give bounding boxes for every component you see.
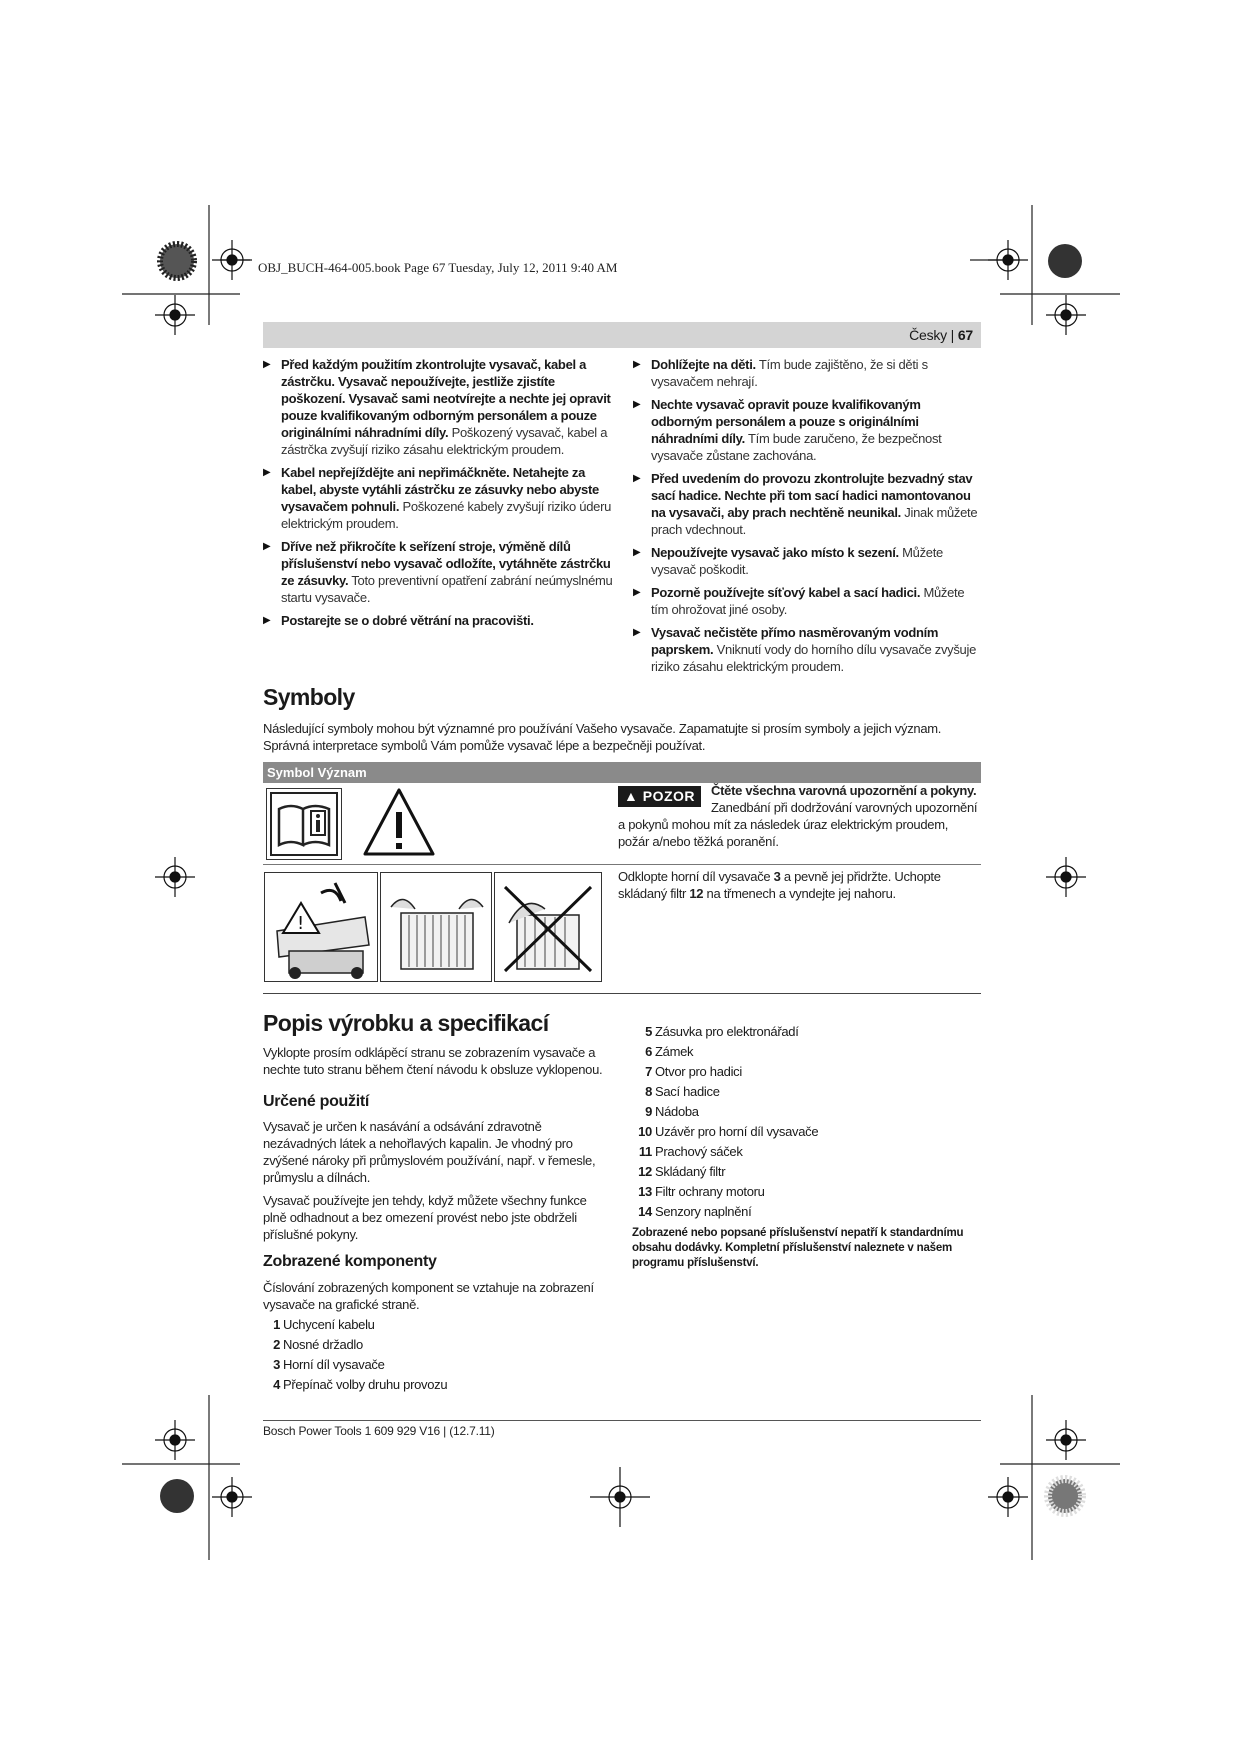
file-meta: OBJ_BUCH-464-005.book Page 67 Tuesday, July 12, 2011 9:40 AM — [258, 260, 618, 275]
accessories-note: Zobrazené nebo popsané příslušenství nepatří k standardnímu obsahu dodávky. Kompletní příslušenství naleznete v našem programu příslušenství. — [632, 1227, 964, 1269]
bullet-triangle-icon: ▶ — [263, 541, 271, 552]
components-intro: Číslování zobrazených komponent se vztahuje na zobrazení vysavače na grafické straně. — [263, 1280, 594, 1312]
bullet-triangle-icon: ▶ — [633, 359, 641, 370]
list-item: 9 Nádoba — [645, 1104, 699, 1119]
list-item: ▶ Před uvedením do provozu zkontrolujte bezvadný stav sací hadice. Nechte při tom sací hadici namontovanou na vysavači, aby prach nechtěně neunikal. Jinak můžete prach vdechnout. — [633, 471, 978, 537]
list-item: 5 Zásuvka pro elektronářadí — [645, 1024, 799, 1039]
page-header — [263, 322, 981, 348]
header-language: Česky | 67 — [909, 327, 973, 343]
product-heading: Popis výrobku a specifikací — [263, 1010, 549, 1036]
list-item: 4 Přepínač volby druhu provozu — [273, 1377, 448, 1392]
svg-text:!: ! — [297, 913, 305, 934]
list-item: ▶ Vysavač nečistěte přímo nasměrovaným vodním paprskem. Vniknutí vody do horního dílu vysavače zvyšuje riziko zásahu elektrickým proudem. — [633, 625, 977, 674]
symbols-intro: Následující symboly mohou být významné pro používání Vašeho vysavače. Zapamatujte si prosím symboly a jejich význam. Správná interpretace symbolů Vám pomůže vysavač lépe a bezpečněji používat. — [263, 721, 942, 753]
list-item: 1 Uchycení kabelu — [273, 1317, 375, 1332]
table-divider — [263, 864, 981, 865]
list-item: 3 Horní díl vysavače — [273, 1357, 385, 1372]
footer-text: Bosch Power Tools 1 609 929 V16 | (12.7.11) — [263, 1424, 495, 1438]
bullet-triangle-icon: ▶ — [633, 473, 641, 484]
do-not-tap-filter-illustration — [494, 872, 602, 982]
components-list-left — [268, 1315, 608, 1395]
warning-triangle-icon — [360, 784, 438, 860]
pozor-warning-badge: ▲ POZOR — [618, 786, 701, 807]
use-paragraph-1: Vysavač je určen k nasávání a odsávání zdravotně nezávadných látek a nehořlavých kapalin. Je vhodný pro zvýšené nároky při průmyslovém používání, např. v řemesle, průmyslu a dílnách. — [263, 1119, 596, 1185]
bullet-triangle-icon: ▶ — [263, 359, 271, 370]
list-item: ▶ Nepoužívejte vysavač jako místo k sezení. Můžete vysavač poškodit. — [633, 545, 943, 577]
list-item: 7 Otvor pro hadici — [645, 1064, 742, 1079]
row1-meaning: ▲ POZOR Čtěte všechna varovná upozornění a pokyny. Zanedbání při dodržování varovných upozornění a pokynů mohou mít za následek úraz elektrickým proudem, požár a/nebo těžká poranění. — [618, 783, 978, 849]
symbols-heading: Symboly — [263, 684, 355, 710]
components-heading: Zobrazené komponenty — [263, 1253, 437, 1270]
bullet-triangle-icon: ▶ — [263, 467, 271, 478]
page-number: 67 — [957, 327, 973, 343]
row2-meaning: Odklopte horní díl vysavače 3 a pevně jej přidržte. Uchopte skládaný filtr 12 na třmenech a vyndejte jej nahoru. — [618, 869, 941, 901]
bullet-triangle-icon: ▶ — [633, 399, 641, 410]
bullet-triangle-icon: ▶ — [633, 587, 641, 598]
symbols-table-header: Symbol Význam — [263, 762, 981, 783]
list-item: ▶ Nechte vysavač opravit pouze kvalifikovaným odborným personálem a pouze s originálními náhradními díly. Tím bude zaručeno, že bezpečnost vysavače zůstane zachována. — [633, 397, 942, 463]
list-item: ▶ Postarejte se o dobré větrání na pracovišti. — [263, 613, 534, 628]
list-item: 14 Senzory naplnění — [638, 1204, 752, 1219]
list-item: 12 Skládaný filtr — [638, 1164, 726, 1179]
list-item: 6 Zámek — [645, 1044, 694, 1059]
right-safety-list — [633, 356, 983, 681]
left-safety-list — [263, 356, 613, 635]
list-item: 10 Uzávěr pro horní díl vysavače — [638, 1124, 819, 1139]
bullet-triangle-icon: ▶ — [633, 627, 641, 638]
product-intro: Vyklopte prosím odklápěcí stranu se zobrazením vysavače a nechte tuto stranu během čtení návodu k obsluze vyklopenou. — [263, 1045, 603, 1077]
list-item: ▶ Kabel nepřejíždějte ani nepřimáčkněte. Netahejte za kabel, abyste vytáhli zástrčku ze zásuvky nebo abyste vysavačem pohnuli. Poškozené kabely zvyšují riziko úderu elektrickým proudem. — [263, 465, 612, 531]
list-item: ▶ Dohlížejte na děti. Tím bude zajištěno, že si děti s vysavačem nehrají. — [633, 357, 928, 389]
list-item: 8 Sací hadice — [645, 1084, 720, 1099]
footer-rule — [263, 1420, 981, 1421]
list-item: ▶ Před každým použitím zkontrolujte vysavač, kabel a zástrčku. Vysavač nepoužívejte, jestliže zjistíte poškození. Vysavač sami neotvírejte a nechte jej opravit pouze kvalifikovaným odborným personálem a pouze originálními náhradními díly. Poškozený vysavač, kabel a zástrčka zvyšují riziko zásahu elektrickým proudem. — [263, 357, 611, 457]
bullet-triangle-icon: ▶ — [633, 547, 641, 558]
use-paragraph-2: Vysavač používejte jen tehdy, když můžete všechny funkce plně odhadnout a bez omezení provést nebo jste obdrželi příslušné pokyny. — [263, 1193, 587, 1242]
table-bottom-rule — [263, 993, 981, 994]
read-manual-icon — [266, 788, 342, 860]
use-heading: Určené použití — [263, 1093, 370, 1110]
list-item: ▶ Dříve než přikročíte k seřízení stroje, výměně dílů příslušenství nebo vysavač odložíte, vytáhněte zástrčku ze zásuvky. Toto preventivní opatření zabrání neúmyslnému startu vysavače. — [263, 539, 613, 605]
components-list-right — [632, 1022, 977, 1222]
filter-removal-illustration — [380, 872, 492, 982]
list-item: 2 Nosné držadlo — [273, 1337, 363, 1352]
open-lid-illustration — [264, 872, 378, 982]
list-item: ▶ Pozorně používejte síťový kabel a sací hadici. Můžete tím ohrožovat jiné osoby. — [633, 585, 965, 617]
list-item: 11 Prachový sáček — [638, 1144, 743, 1159]
bullet-triangle-icon: ▶ — [263, 615, 271, 626]
list-item: 13 Filtr ochrany motoru — [638, 1184, 765, 1199]
